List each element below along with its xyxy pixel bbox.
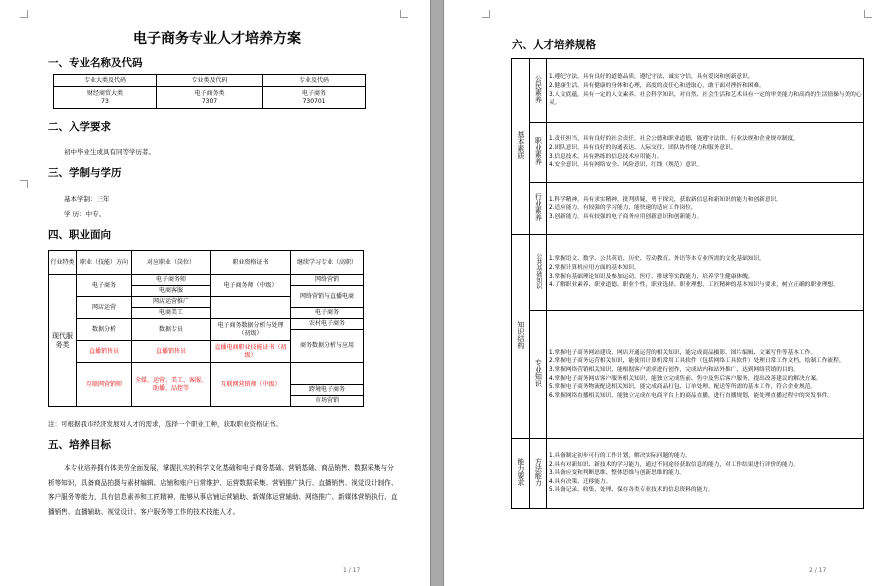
table-header: 对应职业（岗位） [132, 251, 211, 275]
table-cell: 网络营销 [291, 275, 364, 286]
crop-mark [400, 10, 408, 18]
industry-cell: 现代服务类 [49, 275, 77, 407]
document-title: 电子商务专业人才培养方案 [133, 31, 301, 47]
spec-items: 1.掌握电子商务网站建设、网店开通运营的相关知识，能完成商品摄影、图片编辑、文案写作等基本工作。 2.掌握电子商务运营相关知识，能使用计算机常用工具软件（包括网络工具软件）处理日常工作文档，绘制工作流程。 3.掌握网络营销相关知识，能根据客户需求进行创作，完成站内和站外推广，达到网络营销的目的。 4.掌握电子商务网店客户服务相关知识，能独立完成售前、售中及售后客户服务，提出改善建议的解决方案。 5.掌握电子商务物流配送相关知识，能完成商品打包、订单处理、配送等所需的基本工作，符合企业规范。 6.掌握网络直播相关知识，能独立完成在电商平台上的商品直播，进行直播规划，能处理直播过程中的突发事件。 [547, 311, 864, 439]
training-spec-table [511, 58, 864, 509]
table-cell: 商务数据分析与应用 [291, 330, 364, 363]
section-heading: 一、专业名称及代码 [48, 57, 143, 69]
table-cell: 电子商务数据分析与处理（初级） [211, 319, 291, 341]
crop-mark [864, 10, 872, 18]
table-header: 职业资格证书 [211, 251, 291, 275]
table-header: 专业类及代码 [156, 75, 262, 87]
table-cell: 电子商务类 7307 [156, 87, 262, 109]
category-cell: 基本素质 [512, 59, 530, 235]
subcategory-cell: 公民素养 [530, 59, 547, 123]
section-heading: 二、入学要求 [48, 121, 111, 133]
spec-items: 1.掌握语文、数学、公共英语、历史、劳动教育、外语等本专业所需的文化基础知识。 2.掌握计算机应用方面的基本知识。 3.掌握有基础理论知识及参加运动、医疗、排球等实践能力，培养学生健康体魄。 4.了解职业素养、职业道德、职业个性、职业选择、职业理想、工匠精神的基本知识与要求，树立正确的职业理想。 [547, 235, 864, 311]
table-header: 专业大类及代码 [54, 75, 157, 87]
table-header: 职业（技能）方向 [77, 251, 132, 275]
subcategory-cell: 方法能力 [530, 439, 547, 509]
table-cell [291, 363, 364, 385]
paragraph: 基本学制：三年 [64, 195, 110, 203]
page-number: 2 / 17 [809, 567, 827, 574]
table-cell: 网店运营 [77, 297, 132, 319]
spec-items: 1.责任担当，具有良好的社会责任，社会公德和职业道德，能遵守法律、行业法规和企业规章制度。 2.团队意识，具有良好的沟通表达、人际交往、团队协作能力和服务意识。 3.信息技术，具有熟练的信息技术应用能力。 4.安全意识，具有网络安全、风险意识、红线（规范）意识。 [547, 123, 864, 183]
table-cell: 直播电商职业技能证书（初级） [211, 341, 291, 363]
paragraph: 本专业培养拥有体美劳全面发展，掌握扎实的科学文化基础和电子商务基础、营销基础、商品销售、数据采集与分析等知识，具备商品拍摄与素材编辑、店铺和账户日常维护、运营数据采集、营销推广执行、直播销售、视觉设计制作、客户服务等能力，具有信息素养和工匠精神，能够从事店铺运营辅助、新媒体运营辅助、网络推广、新媒体营销执行、直播销售、直播辅助、视觉设计、客户服务等工作的技术技能人才。 [48, 464, 398, 516]
table-cell: 财经商贸大类 73 [54, 87, 157, 109]
crop-mark [20, 10, 28, 18]
table-cell: 网络营销与直播电商 [291, 286, 364, 308]
document-page-2 [444, 0, 893, 586]
table-header: 行业特类 [49, 251, 77, 275]
crop-mark [20, 180, 28, 188]
subcategory-cell: 专业知识 [530, 311, 547, 439]
crop-mark [482, 10, 490, 18]
table-cell: 电子商务师（中级） [211, 275, 291, 297]
spec-items: 1.遵纪守法，具有良好的道德品质，遵纪守法、诚实守信，具有爱岗和创新意识。 2.健康生活，具有健康的身体和心理，高度的责任心和进取心，敢于面对挫折和困难。 3.人文底蕴，具有一定的人文素养、社会科学知识，对自然、社会生活和艺术具有一定的审美能力和高尚的生活情操与美的心灵。 [547, 59, 864, 123]
table-cell: 全媒、运营、美工、客服、助播、品控等 [132, 363, 211, 407]
table-cell: 网店运营推广 [132, 297, 211, 308]
category-cell: 知识结构 [512, 235, 530, 439]
table-cell: 数据专员 [132, 319, 211, 341]
table-header: 专业及代码 [263, 75, 366, 87]
table-cell [211, 297, 291, 319]
subcategory-cell: 职业素养 [530, 123, 547, 183]
table-note: 注：可根据我市经济发展对人才的需求，选择一个职业工种，获取职业资格证书。 [48, 420, 282, 428]
section-heading: 四、职业面向 [48, 229, 111, 241]
paragraph: 初中毕业生或具有同等学历者。 [64, 148, 155, 156]
table-cell: 跨境电子商务 [291, 385, 364, 396]
subcategory-cell: 公共基础知识 [530, 235, 547, 311]
section-heading: 六、人才培养规格 [512, 39, 596, 51]
table-header: 继续学习专业（高职） [291, 251, 364, 275]
page-number: 1 / 17 [343, 567, 361, 574]
spec-items: 1.科学精神，具有求实精神，批判质疑，勇于探究，获取新信息和新知识的能力和创新意识。 2.适应能力，有较强的学习能力，能快速的适应工作岗位。 3.创新能力，具有较强的电子商务应用创新意识和创新能力。 [547, 183, 864, 235]
spec-items: 1.具备制定初步可行的工作计划，解决实际问题的能力。 2.具有对新知识、新技术的学习能力，通过不同途径获取信息的能力，对工作结果进行评价的能力。 3.具备应变和判断思维、整体思维与创新思维的能力。 4.具有决策、迁移能力。 5.具备记录、收集、处理、保存各类专业技术的信息资料的能力。 [547, 439, 864, 509]
table-cell: 直播销售员 [77, 341, 132, 363]
category-cell: 能力要求 [512, 439, 530, 509]
table-cell: 电商客服 [132, 286, 211, 297]
table-cell: 互联网营销师 [77, 363, 132, 407]
table-cell: 农村电子商务 [291, 319, 364, 330]
table-cell: 电商美工 [132, 308, 211, 319]
section-heading: 五、培养目标 [48, 439, 111, 451]
paragraph: 学 历：中专。 [64, 210, 106, 218]
table-cell: 电子商务师 [132, 275, 211, 286]
table-cell: 电子商务 [77, 275, 132, 297]
document-page-1 [0, 0, 430, 586]
table-cell: 互联网营销师（中级） [211, 363, 291, 407]
table-cell: 数据分析 [77, 319, 132, 341]
subcategory-cell: 行业素养 [530, 183, 547, 235]
table-cell: 直播销售员 [132, 341, 211, 363]
major-code-table [53, 74, 366, 109]
section-heading: 三、学制与学历 [48, 167, 122, 179]
career-table [48, 250, 364, 407]
table-cell: 电子商务 730701 [263, 87, 366, 109]
table-cell: 电子商务 [291, 308, 364, 319]
table-cell: 市场营销 [291, 396, 364, 407]
page-gutter [430, 0, 444, 586]
